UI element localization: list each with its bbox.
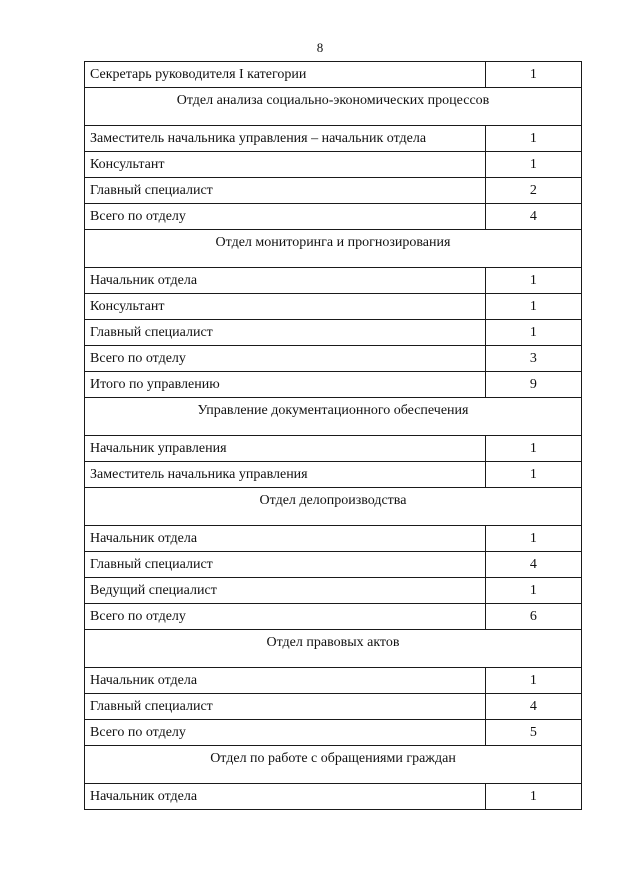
position-count: 2 [485, 178, 581, 204]
position-count: 1 [485, 784, 581, 810]
department-header-row [85, 88, 582, 126]
department-title: Отдел анализа социально-экономических процессов [85, 88, 582, 126]
table-row [85, 462, 582, 488]
position-title: Всего по отделу [85, 720, 486, 746]
department-header-row [85, 230, 582, 268]
table-row [85, 62, 582, 88]
position-count: 1 [485, 526, 581, 552]
position-count: 1 [485, 268, 581, 294]
table-row [85, 526, 582, 552]
position-title: Начальник управления [85, 436, 486, 462]
position-title: Консультант [85, 152, 486, 178]
position-title: Заместитель начальника управления [85, 462, 486, 488]
position-count: 1 [485, 62, 581, 88]
position-title: Начальник отдела [85, 668, 486, 694]
position-title: Главный специалист [85, 320, 486, 346]
position-title: Заместитель начальника управления – начальник отдела [85, 126, 486, 152]
table-row [85, 320, 582, 346]
position-title: Начальник отдела [85, 784, 486, 810]
staff-table [84, 61, 582, 810]
department-title: Управление документационного обеспечения [85, 398, 582, 436]
position-count: 1 [485, 152, 581, 178]
position-title: Начальник отдела [85, 526, 486, 552]
position-count: 3 [485, 346, 581, 372]
table-row [85, 178, 582, 204]
table-row [85, 784, 582, 810]
position-count: 1 [485, 126, 581, 152]
table-row [85, 204, 582, 230]
table-row [85, 668, 582, 694]
position-title: Всего по отделу [85, 604, 486, 630]
position-count: 1 [485, 294, 581, 320]
position-count: 5 [485, 720, 581, 746]
table-row [85, 372, 582, 398]
table-row [85, 720, 582, 746]
position-title: Главный специалист [85, 552, 486, 578]
position-count: 1 [485, 436, 581, 462]
table-row [85, 436, 582, 462]
position-count: 1 [485, 578, 581, 604]
department-title: Отдел по работе с обращениями граждан [85, 746, 582, 784]
position-count: 6 [485, 604, 581, 630]
position-title: Ведущий специалист [85, 578, 486, 604]
table-row [85, 152, 582, 178]
table-row [85, 126, 582, 152]
table-row [85, 694, 582, 720]
page-number: 8 [316, 40, 324, 55]
department-title: Отдел делопроизводства [85, 488, 582, 526]
position-count: 4 [485, 552, 581, 578]
position-count: 4 [485, 204, 581, 230]
position-title: Всего по отделу [85, 204, 486, 230]
department-header-row [85, 630, 582, 668]
department-header-row [85, 398, 582, 436]
department-header-row [85, 488, 582, 526]
department-title: Отдел правовых актов [85, 630, 582, 668]
position-count: 4 [485, 694, 581, 720]
table-row [85, 552, 582, 578]
table-row [85, 578, 582, 604]
position-count: 1 [485, 668, 581, 694]
table-row [85, 268, 582, 294]
position-title: Секретарь руководителя I категории [85, 62, 486, 88]
position-title: Итого по управлению [85, 372, 486, 398]
position-title: Всего по отделу [85, 346, 486, 372]
staff-table-body [85, 62, 582, 810]
table-row [85, 346, 582, 372]
position-title: Начальник отдела [85, 268, 486, 294]
position-count: 1 [485, 462, 581, 488]
position-title: Главный специалист [85, 694, 486, 720]
department-title: Отдел мониторинга и прогнозирования [85, 230, 582, 268]
position-title: Главный специалист [85, 178, 486, 204]
table-row [85, 294, 582, 320]
department-header-row [85, 746, 582, 784]
table-row [85, 604, 582, 630]
position-title: Консультант [85, 294, 486, 320]
position-count: 9 [485, 372, 581, 398]
position-count: 1 [485, 320, 581, 346]
